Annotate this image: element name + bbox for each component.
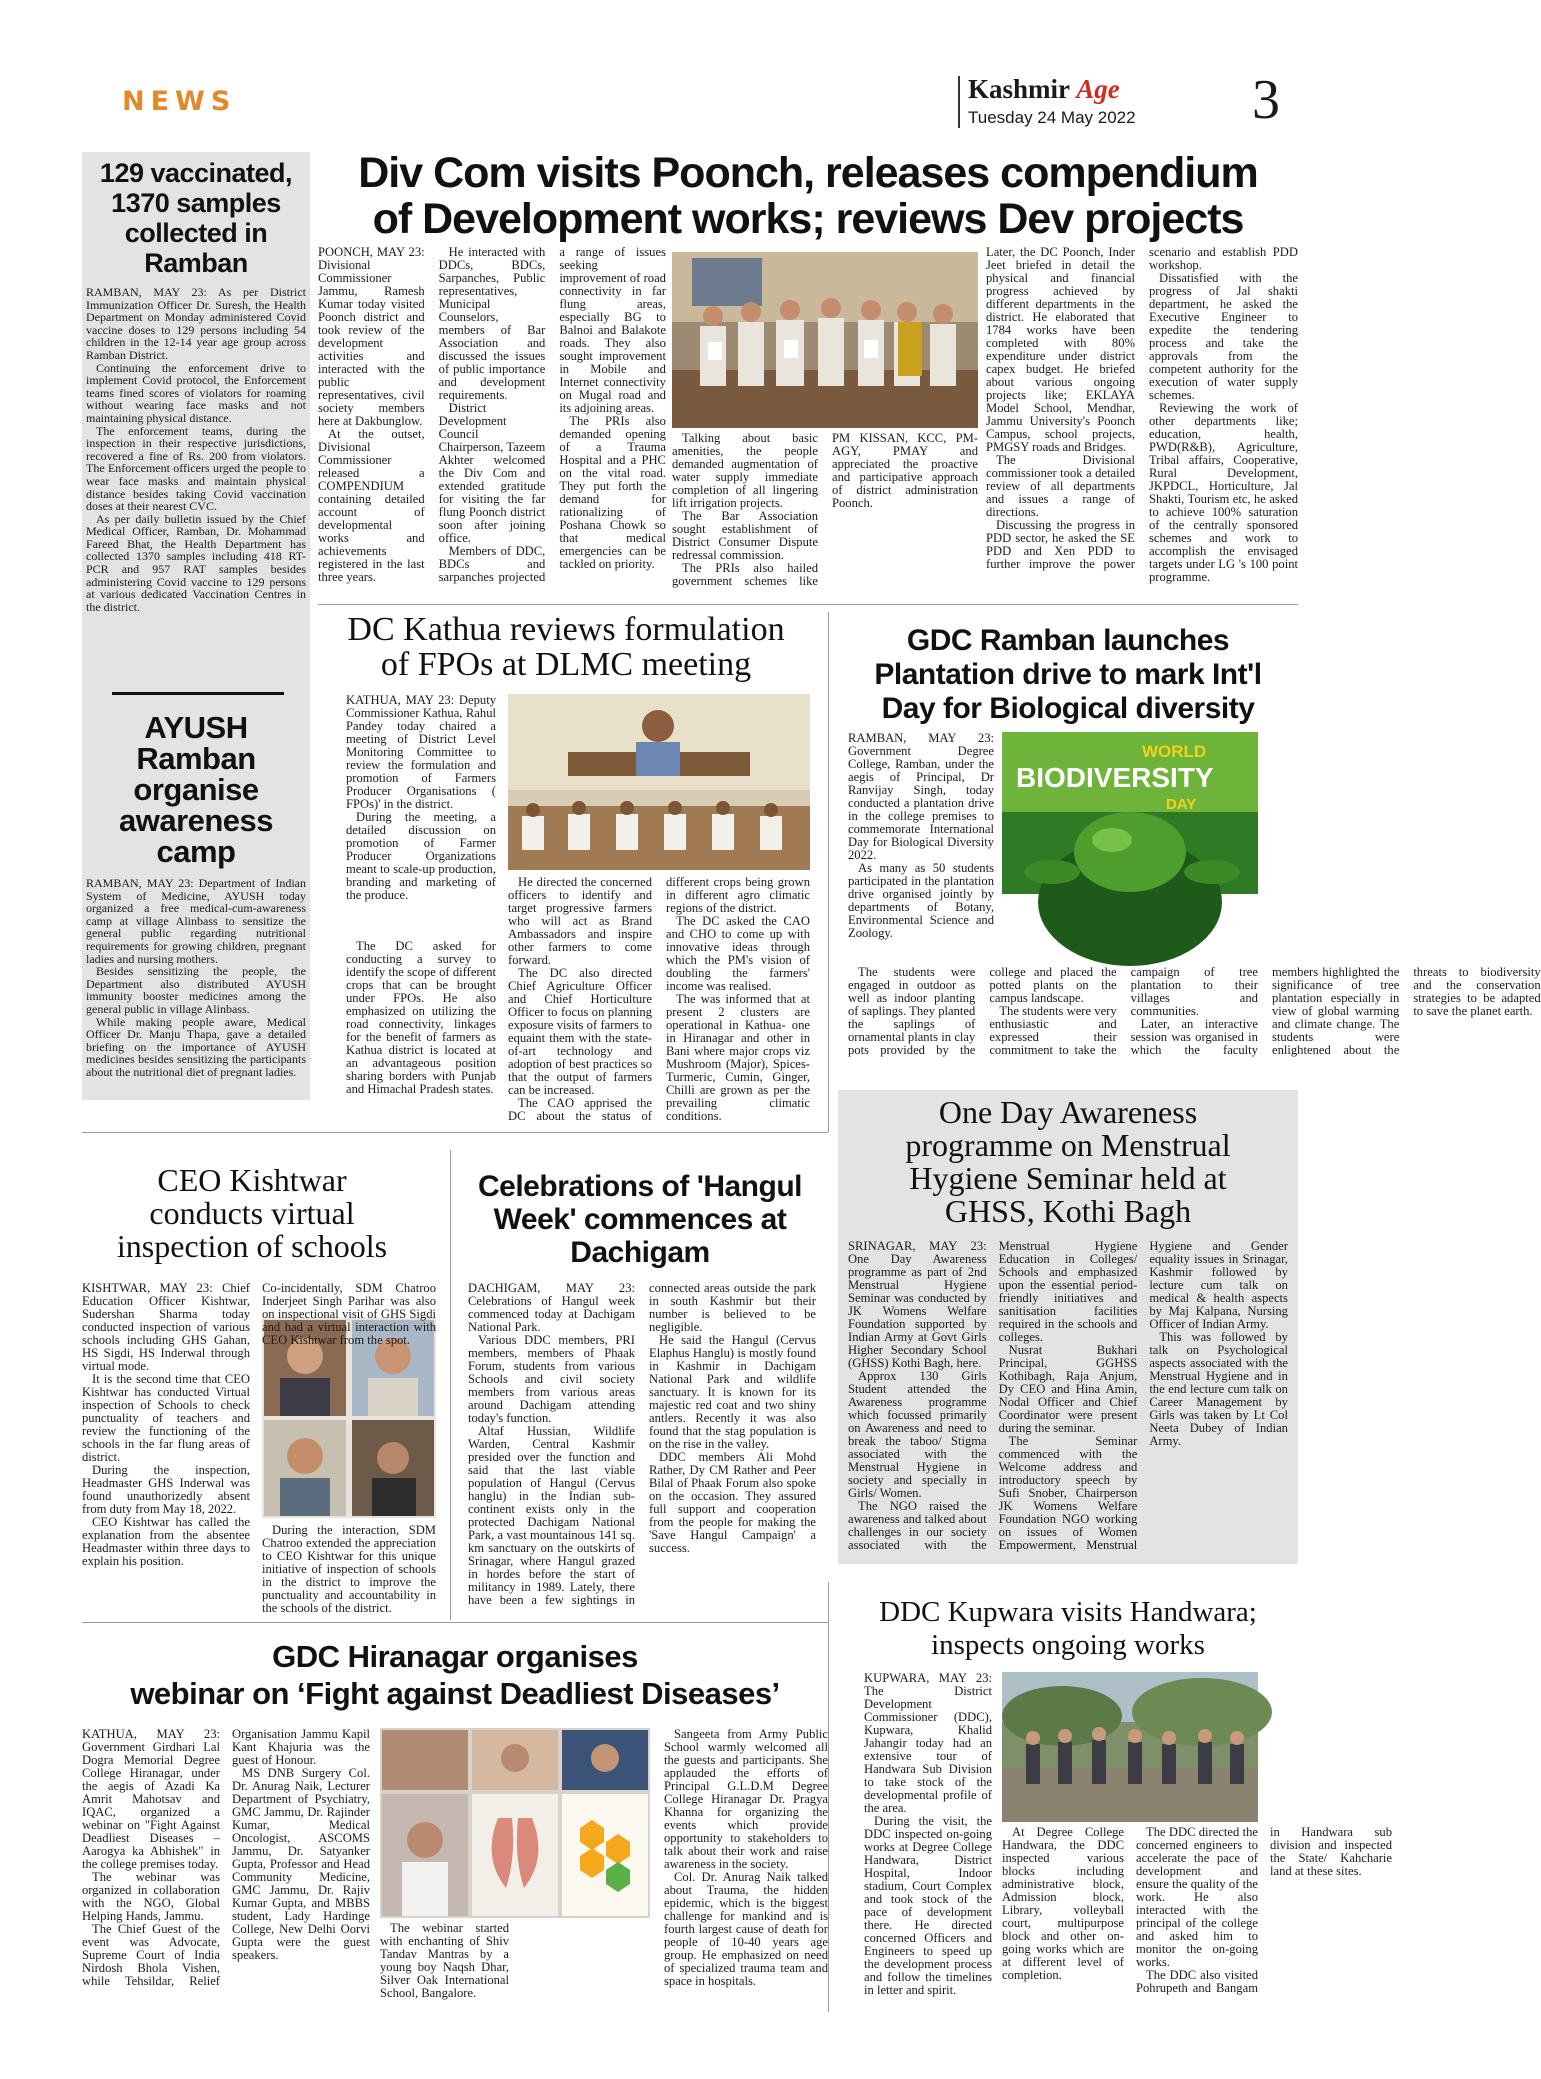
article-menstrual-body	[848, 1240, 1288, 1556]
article-body	[86, 286, 306, 613]
paragraph: Co-incidentally, SDM Chatroo Inderjeet Singh Parihar was also on inspectional visit of GHS Sigdi and had a virtual interaction with CEO Kishtwar from the spot.	[262, 1281, 436, 1347]
headline	[318, 612, 814, 682]
headline: AYUSH Ramban organise awareness camp	[118, 710, 274, 869]
photo-biodiversity-day	[1002, 732, 1258, 894]
article-body	[86, 877, 306, 1079]
sidebar-divider	[112, 692, 284, 695]
paragraph: During the visit, the DDC inspected on-going works at Degree College Handwara, District Hospital, Indoor stadium, Court Complex and took stock of the pace of development there. He directed concerned Officers and Engineers to speed up the development process and follow the timelines in letter and spirit.	[864, 1814, 992, 1997]
article-ayush	[86, 712, 306, 1079]
paragraph: The PRIs also demanded opening of a Trauma Hospital and a PHC on the vital road. They put forth the demand for rationalizing of Poshana Chowk so that medical emergencies can be tackled on priority.	[559, 414, 666, 571]
article-vaccinated	[86, 158, 306, 613]
paragraph: He directed the concerned officers to identify and target progressive farmers who will act as Brand Ambassadors and inspire other farmers to come forward.	[508, 875, 652, 967]
paragraph: Sangeeta from Army Public School warmly welcomed all the guests and participants. She applauded the efforts of Principal G.L.D.M Degree College Hiranagar Dr. Pragya Khanna for organizing the events which provide opportunity to stakeholders to talk about their work and raise awareness in the society.	[664, 1727, 828, 1871]
paragraph: Approx 130 Girls Student attended the Awareness programme which focussed primarily on Awareness and need to break the taboo/ Stigma associated with the Menstrual Hygiene in society and specially in Girls/ Women.	[848, 1369, 987, 1500]
headline	[82, 1638, 828, 1712]
paragraph: Altaf Hussian, Wildlife Warden, Central Kashmir presided over the function and said that the last viable population of Hangul (Cervus hanglu) in the Indian sub-continent exists only in the protected Dachigam National Park, a vast mountainous 141 sq. km sanctuary on the outskirts of Srinagar, where Hangul grazed in hordes before the start of militancy in 1989. Lately, there have been a few sightings in connected areas outside the park in south Kashmir but their number is believed to be negligible.	[468, 1281, 816, 1607]
photo-compendium-release	[672, 252, 978, 428]
paragraph: The was informed that at present 2 clusters are operational in Kathua- one in Hiranagar and other in Bani where major crops viz Mushroom (Major), Spices- Turmeric, Cumin, Ginger, Chilli are grown as per the prevailing climatic conditions.	[666, 992, 810, 1123]
paragraph: KATHUA, MAY 23: Deputy Commissioner Kathua, Rahul Pandey today chaired a meeting of District Level Monitoring Committee to review the formulation and promotion of Farmers Producer Organisations ( FPOs)' in the district.	[346, 693, 496, 811]
article-hiranagar-body-mid	[380, 1922, 650, 2000]
paragraph: District Development Council Chairperson, Tazeem Akhter welcomed the Div Com and extended gratitude for visiting the far flung Poonch district soon after joining office.	[438, 401, 546, 545]
paragraph: The NGO raised the awareness and talked about challenges in our society associated with the Menstrual Hygiene Education in Colleges/ Schools and emphasized upon the essential period-friendly initiatives and sanitisation facilities required in the schools and colleges.	[848, 1239, 1138, 1552]
headline-line: GDC Hiranagar organises	[272, 1639, 638, 1674]
paragraph: RAMBAN, MAY 23: Government Degree College, Ramban, under the aegis of Principal, Dr Ranvijay Singh, today conducted a plantation drive in the college premises to commemorate International Day for Biological Diversity 2022.	[848, 731, 994, 862]
paragraph: Col. Dr. Anurag Naik talked about Trauma, the hidden epidemic, which is the biggest challenge for mankind and is fourth largest cause of death for people of 10-40 years age group. He emphasized on need of specialized trauma team and space in hospitals.	[664, 1870, 828, 1988]
article-divcom-body-cont	[672, 432, 978, 588]
photo-caption-day: DAY	[1166, 796, 1197, 813]
headline-line: Div Com visits Poonch, releases compendium	[358, 149, 1258, 197]
headline-line: conducts virtual	[149, 1195, 355, 1231]
divider	[828, 612, 829, 1132]
paragraph: As per daily bulletin issued by the Chief Medical Officer, Ramban, Dr. Mohammad Fareed Bhat, the Health Department has collected 1370 samples including 418 RT-PCR and 957 RAT samples besides administering Covid vaccine to 129 persons at various dedicated Vaccination Centres in the district.	[86, 511, 306, 614]
article-kishtwar-body-col2b	[262, 1524, 436, 1615]
headline	[318, 150, 1298, 242]
article-kathua-body	[508, 876, 810, 1132]
headline: 129 vaccinated, 1370 samples collected in Ramban	[99, 158, 293, 278]
paragraph: KATHUA, MAY 23: Government Girdhari Lal Dogra Memorial Degree College Hiranagar, under the aegis of Azadi Ka Amrit Mahotsav and IQAC, organized a webinar on "Fight Against Deadliest Diseases – Aarogya ka Abhishek" in the college premises today.	[82, 1727, 220, 1871]
paragraph: The Chief Guest of the event was Advocate, Supreme Court of India Nirdosh Bhola Vishen, while Tehsildar, Relief Organisation Jammu Kapil Kant Khajuria was the guest of Honour.	[82, 1727, 370, 1988]
paragraph: The students were very enthusiastic and expressed their commitment to take the campaign of tree plantation to their villages and communities.	[989, 965, 1258, 1057]
paragraph: Talking about basic amenities, the people demanded augmentation of water supply immediate completion of all lingering lift irrigation projects.	[672, 431, 818, 510]
headline-line: Day for Biological diversity	[881, 692, 1255, 725]
headline-line: webinar on ‘Fight against Deadliest Diseases’	[130, 1676, 780, 1711]
paragraph: Later, the DC Poonch, Inder Jeet briefed in detail the physical and financial progress achieved by different departments in the district. He elaborated that 1784 works have been completed with 80% expenditure under district capex budget. He briefed about various ongoing projects like; EKLAYA Model School, Mendhar, Jammu University's Poonch Campus, school projects, PMGSY roads and Bridges.	[986, 245, 1135, 454]
headline-line: Week' commences at	[493, 1203, 787, 1236]
photo-dlmc-meeting	[508, 694, 810, 870]
paragraph: KISHTWAR, MAY 23: Chief Education Officer Kishtwar, Sudershan Sharma today conducted inspection of various schools including GHS Gahan, HS Sigdi, HS Inderwal through virtual mode.	[82, 1281, 250, 1373]
paragraph: The Divisional commissioner took a detailed review of all departments and issues a range of directions.	[986, 453, 1135, 519]
headline	[460, 1170, 820, 1269]
headline-line: programme on Menstrual	[905, 1127, 1231, 1163]
article-hiranagar-body-left	[82, 1728, 370, 2000]
paragraph: The Seminar commenced with the Welcome address and introductory speech by Sufi Snober, Chairperson JK Womens Welfare Foundation NGO working on issues of Women Empowerment, Menstrual Hygiene and Gender equality issues in Srinagar, Kashmir followed by lecture cum talk on medical & health aspects by Maj Kalpana, Nursing Officer of Indian Army.	[998, 1239, 1288, 1552]
paragraph: RAMBAN, MAY 23: As per District Immunization Officer Dr. Suresh, the Health Department on Monday administered Covid vaccine doses to 129 persons including 54 children in the 12-14 year age group across Ramban District.	[86, 285, 306, 362]
paragraph: RAMBAN, MAY 23: Department of Indian System of Medicine, AYUSH today organized a free medical-cum-awareness camp at village Alinbass to sensitize the general public regarding nutritional requirements for growing children, pregnant ladies and nursing mothers.	[86, 876, 306, 966]
article-kupwara-headline	[838, 1596, 1298, 1662]
paragraph: At Degree College Handwara, the DDC inspected various blocks including administrative block, Admission block, Library, volleyball court, multipurpose block and other on-going works which are at different level of completion.	[1002, 1825, 1124, 1982]
article-hiranagar-headline	[82, 1638, 828, 1712]
paragraph: The DC asked for conducting a survey to identify the scope of different crops that can be brought under FPOs. He also emphasized on utilizing the road connectivity, linkages for the benefit of farmers as Kathua district is located at an advantageous position sharing borders with Punjab and Himachal Pradesh states.	[346, 939, 496, 1096]
paragraph: Continuing the enforcement drive to implement Covid protocol, the Enforcement teams fined scores of violators for roaming without wearing face masks and not maintaining physical distance.	[86, 360, 306, 425]
article-kathua-body-lead	[346, 694, 496, 902]
paragraph: During the meeting, a detailed discussion on promotion of Farmer Producer Organizations meant to scale-up production, branding and marketing of the produce.	[346, 810, 496, 902]
divider	[828, 1582, 829, 2012]
article-gdc-ramban-headline	[838, 624, 1298, 726]
section-label: NEWS	[122, 86, 237, 117]
paragraph: It is the second time that CEO Kishtwar has conducted Virtual inspection of Schools to check punctuality of teachers and review the functioning of the schools in the far flung areas of district.	[82, 1372, 250, 1464]
paragraph: The webinar started with enchanting of Shiv Tandav Mantras by a young boy Naqsh Dhar, Silver Oak International School, Bangalore.	[380, 1921, 509, 2000]
headline	[82, 1164, 422, 1263]
paragraph: He interacted with DDCs, BDCs, Sarpanches, Public representatives, Municipal Counselors, members of Bar Association and discussed the issues of public importance and development requirements.	[438, 245, 546, 402]
paragraph: The CAO apprised the DC about the status of different crops being grown in different agro climatic regions of the district.	[508, 875, 810, 1123]
photo-webinar	[380, 1728, 650, 1918]
paper-name-accent: Age	[1076, 74, 1120, 104]
article-kishtwar-body-col2	[262, 1282, 436, 1347]
paragraph: CEO Kishtwar has called the explanation from the absentee Headmaster within three days to explain his position.	[82, 1515, 250, 1568]
paper-name-main: Kashmir	[968, 74, 1070, 104]
headline-line: CEO Kishtwar	[157, 1162, 347, 1198]
divider	[450, 1150, 451, 1620]
headline-line: DC Kathua reviews formulation	[347, 611, 785, 648]
photo-handwara-visit	[1002, 1672, 1258, 1822]
paper-name	[968, 74, 1120, 105]
photo-virtual-inspection	[262, 1318, 436, 1518]
article-divcom-headline	[318, 150, 1298, 242]
article-kathua-body-col1	[346, 940, 496, 1096]
divider	[82, 1132, 828, 1133]
paragraph: The students were engaged in outdoor as well as indoor planting of saplings. They planted the saplings of ornamental plants in clay pots provided by the college and placed the potted plants on the campus landscape.	[848, 965, 1117, 1057]
headline	[844, 1096, 1292, 1228]
paragraph: Various DDC members, PRI members, members of Phaak Forum, students from various Schools and civil society members from various areas around Dachigam attending today's function.	[468, 1333, 635, 1425]
paragraph: The DDC also visited Pohrupeth and Bangam in Handwara sub division and inspected the State/ Kahcharie land at these sites.	[1136, 1825, 1392, 1995]
paragraph: At the outset, Divisional Commissioner released a COMPENDIUM containing detailed account of developmental works and achievements registered in the last three years.	[318, 427, 425, 584]
paragraph: The webinar was organized in collaboration with the NGO, Global Helping Hands, Jammu.	[82, 1870, 220, 1923]
headline-line: GDC Ramban launches	[906, 624, 1230, 657]
article-divcom-body	[318, 246, 666, 588]
paragraph: Later, an interactive session was organised in which the faculty members highlighted the significance of tree plantation especially in view of global warming and climate change. The students were enlightened about the threats to biodiversity and the conservation strategies to be adapted to save the planet earth.	[1130, 965, 1541, 1057]
paragraph: SRINAGAR, MAY 23: One Day Awareness programme as part of 2nd Menstrual Hygiene Seminar was conducted by JK Womens Welfare Foundation supported by Indian Army at Govt Girls Higher Secondary School (GHSS) Kothi Bagh, here.	[848, 1239, 987, 1370]
divider	[82, 1622, 828, 1623]
article-hangul-headline	[460, 1170, 820, 1269]
article-hiranagar-body-right	[664, 1728, 828, 1988]
photo-caption-world: WORLD	[1142, 742, 1207, 761]
paragraph: The DC asked the CAO and CHO to come up with innovative ideas through which the PM's vision of doubling the farmers' income was realised.	[666, 914, 810, 993]
paragraph: Discussing the progress in PDD sector, he asked the SE PDD and Xen PDD to further improve the power scenario and establish PDD workshop.	[986, 245, 1298, 571]
paragraph: Reviewing the work of other departments like; education, health, PWD(R&B), Agriculture, Tribal affairs, Cooperative, Rural Development, JKPDCL, Horticulture, Jal Shakti, Tourism etc, he asked to achieve 100% saturation of the centrally sponsored schemes and work to accomplish the envisaged targets under LG 's 100 point programme.	[1149, 401, 1298, 584]
paragraph: The DC also directed Chief Agriculture Officer and Chief Horticulture Officer to focus on planning exposure visits of farmers to equaint them with the state-of-art technology and adoption of best practices so that the output of farmers can be increased.	[508, 966, 652, 1097]
page-number: 3	[1252, 69, 1280, 131]
headline-line: inspects ongoing works	[931, 1629, 1205, 1661]
paragraph: During the inspection, Headmaster GHS Inderwal was found unauthorizedly absent from duty from May 18, 2022.	[82, 1463, 250, 1516]
article-divcom-body-right	[986, 246, 1298, 588]
article-kupwara-body-lead	[864, 1672, 992, 1997]
headline-line: Dachigam	[570, 1236, 710, 1269]
paragraph: While making people aware, Medical Officer Dr. Manju Thapa, gave a detailed briefing on the importance of AYUSH medicines besides sensitizing the participants about the nutritional diet of pregnant ladies.	[86, 1014, 306, 1079]
paragraph: The DDC directed the concerned engineers to accelerate the pace of development and ensure the quality of the work. He also interacted with the principal of the college and asked him to monitor the on-going works.	[1136, 1825, 1258, 1969]
paragraph: Dissatisfied with the progress of Jal shakti department, he asked the Executive Engineer to expedite the tendering process and take the approvals from the competent authority for the execution of water supply schemes.	[1149, 271, 1298, 402]
paragraph: The Bar Association sought establishment of District Consumer Dispute redressal commission.	[672, 509, 818, 562]
article-gdc-ramban-body-lead	[848, 732, 994, 940]
headline	[838, 624, 1298, 726]
paragraph: This was followed by talk on Psychological aspects associated with the Menstrual Hygiene and in the end lecture cum talk on Career Management by Girls was taken by Lt Col Neeta Dubey of Indian Army.	[1149, 1330, 1288, 1448]
headline-line: Celebrations of 'Hangul	[478, 1170, 802, 1203]
masthead-divider	[958, 76, 960, 128]
headline-line: Hygiene Seminar held at	[909, 1160, 1227, 1196]
paragraph: KUPWARA, MAY 23: The District Development Commissioner (DDC), Kupwara, Khalid Jahangir today had an extensive tour of Handwara Sub Division to take stock of the developmental profile of the area.	[864, 1671, 992, 1815]
divider	[318, 604, 1298, 605]
article-kathua-headline	[318, 612, 814, 682]
paragraph: Besides sensitizing the people, the Department also distributed AYUSH immunity booster medicines among the general public in village Alinbass.	[86, 964, 306, 1016]
paragraph: Members of DDC, BDCs and sarpanches projected a range of issues seeking improvement of road connectivity in far flung areas, especially BG to Balnoi and Balakote roads. They also sought improvement in Mobile and Internet connectivity on Mugal road and its adjoining areas.	[438, 245, 666, 584]
headline-line: One Day Awareness	[938, 1094, 1198, 1130]
paragraph: POONCH, MAY 23: Divisional Commissioner Jammu, Ramesh Kumar today visited Poonch district and took review of the development activities and interacted with the public representatives, civil society members here at Dakbunglow.	[318, 245, 425, 428]
paragraph: He said the Hangul (Cervus Elaphus Hanglu) is mostly found in Kashmir in Dachigam National Park and wildlife sanctuary. It is known for its majestic red coat and two shiny antlers. Recently it was also found that the stag population is on the rise in the valley.	[649, 1333, 816, 1451]
photo-caption-biodiversity: BIODIVERSITY	[1016, 762, 1214, 793]
paragraph: DACHIGAM, MAY 23: Celebrations of Hangul week commenced today at Dachigam National Park.	[468, 1281, 635, 1334]
paragraph: During the interaction, SDM Chatroo extended the appreciation to CEO Kishtwar for this unique initiative of inspection of schools in the district to improve the punctuality and accountability in the schools of the district.	[262, 1523, 436, 1615]
headline-line: Plantation drive to mark Int'l	[874, 658, 1262, 691]
article-kishtwar-headline	[82, 1164, 422, 1263]
paragraph: As many as 50 students participated in the plantation drive organised jointly by departments of Botany, Environmental Science and Zoology.	[848, 861, 994, 940]
article-hangul-body	[468, 1282, 816, 1608]
headline-line: GHSS, Kothi Bagh	[944, 1193, 1192, 1229]
headline-line: inspection of schools	[116, 1228, 388, 1264]
paragraph: The PRIs also hailed government schemes like PM KISSAN, KCC, PM-AGY, PMAY and appreciated the proactive and participative approach of district administration Poonch.	[672, 431, 978, 588]
headline	[838, 1596, 1298, 1662]
article-gdc-ramban-body	[848, 965, 1541, 1066]
paper-date: Tuesday 24 May 2022	[968, 108, 1136, 127]
paragraph: Nusrat Bukhari Principal, GGHSS Kothibagh, Raja Anjum, Dy CEO and Hina Amin, Nodal Officer and Chief Coordinator were present during the seminar.	[998, 1343, 1138, 1435]
headline-line: DDC Kupwara visits Handwara;	[879, 1596, 1257, 1628]
article-kishtwar-body-col1	[82, 1282, 250, 1568]
paragraph: DDC members Ali Mohd Rather, Dy CM Rather and Peer Bilal of Phaak Forum also spoke on the occasion. They assured full support and cooperation from the people for making the 'Save Hangul Campaign' a success.	[649, 1450, 816, 1555]
headline-line: of Development works; reviews Dev projects	[372, 195, 1244, 243]
paragraph: MS DNB Surgery Col. Dr. Anurag Naik, Lecturer Department of Psychiatry, GMC Jammu, Dr. Rajinder Kumar, Medical Oncologist, ASCOMS Jammu, Dr. Satyanker Gupta, Professor and Head Community Medicine, GMC Jammu, Dr. Rajiv Kumar Gupta, and MBBS student, Lady Hardinge College, New Delhi Oorvi Gupta were the guest speakers.	[232, 1766, 370, 1962]
headline-line: of FPOs at DLMC meeting	[380, 646, 752, 683]
article-menstrual-headline	[844, 1096, 1292, 1228]
paragraph: The enforcement teams, during the inspection in their respective jurisdictions, recovered a fine of Rs. 200 from violators. The Enforcement officers urged the people to wear face masks and maintain physical distance besides taking Covid vaccination doses at their nearest CVC.	[86, 423, 306, 514]
article-kupwara-body	[1002, 1825, 1392, 2002]
